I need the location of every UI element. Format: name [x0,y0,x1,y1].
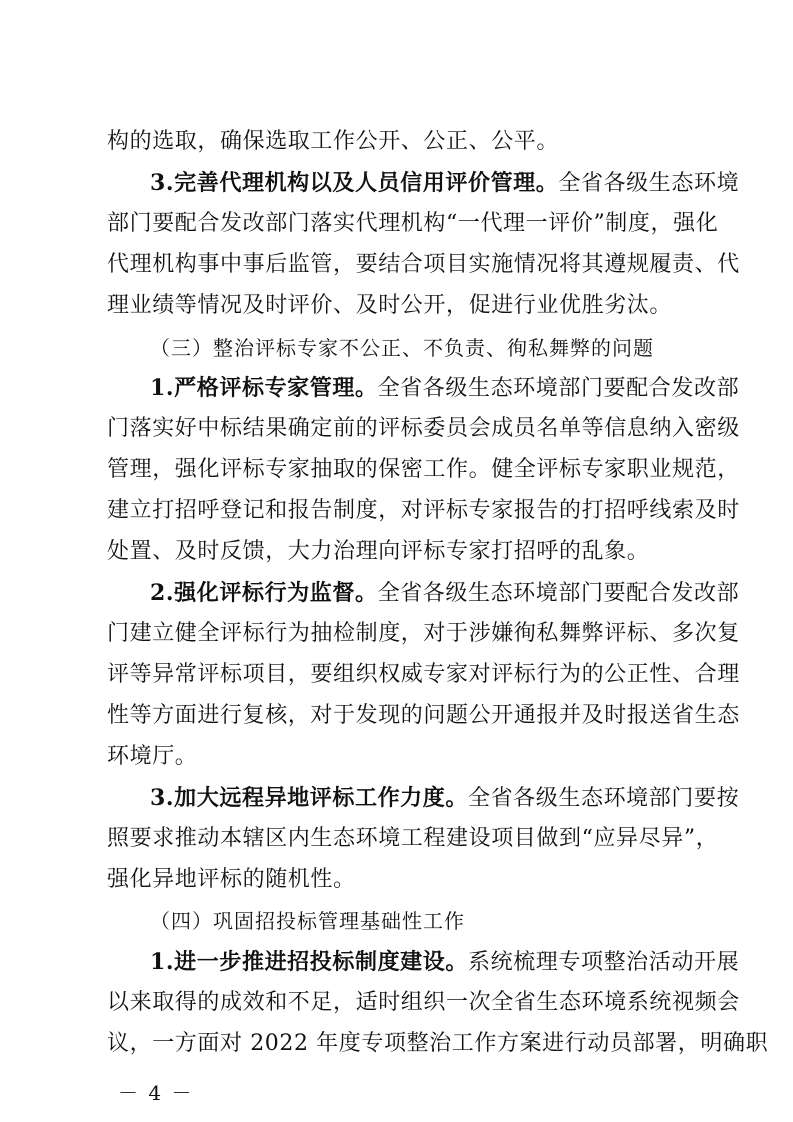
text-line: 代理机构事中事后监管，要结合项目实施情况将其遵规履责、代 [107,252,740,277]
text-line: 1.进一步推进招投标制度建设。系统梳理专项整治活动开展 [150,949,740,975]
text-line: 处置、及时反馈，大力治理向评标专家打招呼的乱象。 [107,539,650,564]
text-line: 2.强化评标行为监督。全省各级生态环境部门要配合发改部 [150,580,740,606]
text-line: 议，一方面对 2022 年度专项整治工作方案进行动员部署，明确职 [107,1031,769,1056]
bold-lead: 2.强化评标行为监督。 [150,580,378,606]
text-line: 3.完善代理机构以及人员信用评价管理。全省各级生态环境 [150,170,740,196]
text-line: 门建立健全评标行为抽检制度，对于涉嫌徇私舞弊评标、多次复 [107,621,740,646]
text-line: 评等异常评标项目，要组织权威专家对评标行为的公正性、合理 [107,662,740,687]
text-line: 照要求推动本辖区内生态环境工程建设项目做到“应异尽异”， [107,826,719,851]
bold-lead: 3.完善代理机构以及人员信用评价管理。 [150,170,559,196]
section-heading: （三）整治评标专家不公正、不负责、徇私舞弊的问题 [150,336,654,360]
text-line: 部门要配合发改部门落实代理机构“一代理一评价”制度，强化 [107,211,719,236]
bold-lead: 1.进一步推进招投标制度建设。 [150,949,468,975]
text-line: 建立打招呼登记和报告制度，对评标专家报告的打招呼线索及时 [107,498,740,523]
text-line: 门落实好中标结果确定前的评标委员会成员名单等信息纳入密级 [107,416,740,441]
text-line: 强化异地评标的随机性。 [107,867,356,892]
text-line: 1.严格评标专家管理。全省各级生态环境部门要配合发改部 [150,375,740,401]
text-line: 3.加大远程异地评标工作力度。全省各级生态环境部门要按 [150,785,740,811]
bold-lead: 3.加大远程异地评标工作力度。 [150,785,468,811]
text-line: 构的选取，确保选取工作公开、公正、公平。 [107,129,560,154]
text-line: 管理，强化评标专家抽取的保密工作。健全评标专家职业规范， [107,457,740,482]
text-line: 理业绩等情况及时评价、及时公开，促进行业优胜劣汰。 [107,293,673,318]
section-heading: （四）巩固招投标管理基础性工作 [150,909,465,933]
text-line: 以来取得的成效和不足，适时组织一次全省生态环境系统视频会 [107,990,740,1015]
page-number: － 4 － [118,1081,194,1105]
text-line: 性等方面进行复核，对于发现的问题公开通报并及时报送省生态 [107,703,740,728]
bold-lead: 1.严格评标专家管理。 [150,375,378,401]
text-line: 环境厅。 [107,744,198,769]
